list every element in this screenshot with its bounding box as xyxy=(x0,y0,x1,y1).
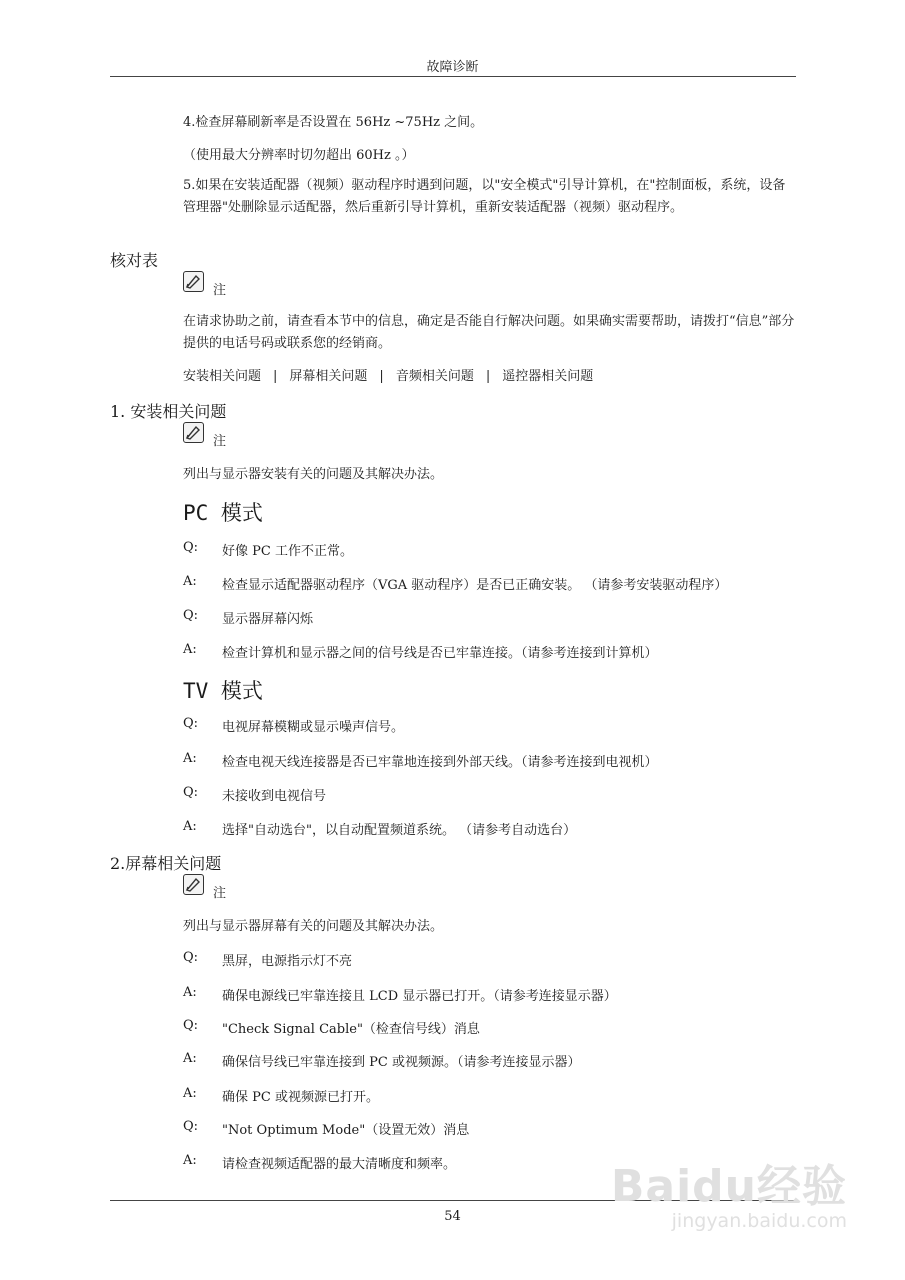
qa-key: Q: xyxy=(183,1018,199,1033)
qa-key: A: xyxy=(183,819,197,834)
link-audio-issues[interactable]: 音频相关问题 xyxy=(395,369,474,384)
link-separator: | xyxy=(273,369,278,384)
qa-key: Q: xyxy=(183,950,199,965)
qa-text: 选择"自动选台"，以自动配置频道系统。 （请参考自动选台） xyxy=(222,823,577,838)
qa-key: Q: xyxy=(183,785,199,800)
tv-mode-heading: TV 模式 xyxy=(183,679,263,703)
qa-key: A: xyxy=(183,1153,197,1168)
qa-text: "Not Optimum Mode"（设置无效）消息 xyxy=(222,1123,470,1138)
link-separator: | xyxy=(485,369,491,384)
qa-text: "Check Signal Cable"（检查信号线）消息 xyxy=(222,1022,480,1037)
watermark-url: jingyan.baidu.com xyxy=(671,1210,847,1232)
checklist-heading: 核对表 xyxy=(110,251,159,270)
watermark-logo: Baidu经验 xyxy=(610,1161,847,1212)
link-install-issues[interactable]: 安装相关问题 xyxy=(183,369,262,384)
intro-paragraph-3: 5.如果在安装适配器（视频）驱动程序时遇到问题，以"安全模式"引导计算机，在"控制面板，系统，设备管理器"处删除显示适配器，然后重新引导计算机，重新安装适配器（视频）驱动程序。 xyxy=(183,178,786,215)
qa-key: A: xyxy=(183,642,197,657)
qa-key: A: xyxy=(183,751,197,766)
qa-text: 好像 PC 工作不正常。 xyxy=(222,544,353,559)
note-icon xyxy=(183,874,204,895)
checklist-links xyxy=(183,365,593,384)
intro-paragraph-2: （使用最大分辨率时切勿超出 60Hz 。） xyxy=(183,148,415,163)
intro-paragraph-1: 4.检查屏幕刷新率是否设置在 56Hz ~75Hz 之间。 xyxy=(183,115,484,130)
link-separator: | xyxy=(379,369,384,384)
header-divider xyxy=(110,76,796,77)
qa-text: 显示器屏幕闪烁 xyxy=(222,612,314,627)
note-label: 注 xyxy=(213,886,227,901)
link-remote-issues[interactable]: 遥控器相关问题 xyxy=(502,369,594,384)
baidu-watermark xyxy=(611,1150,847,1232)
section1-heading: 1. 安装相关问题 xyxy=(110,402,227,421)
note-icon xyxy=(183,271,204,292)
page-header-title: 故障诊断 xyxy=(426,60,479,75)
qa-key: A: xyxy=(183,985,197,1000)
qa-text: 黑屏，电源指示灯不亮 xyxy=(222,954,353,969)
qa-key: A: xyxy=(183,1051,197,1066)
section1-note-text: 列出与显示器安装有关的问题及其解决办法。 xyxy=(183,467,444,482)
qa-text: 电视屏幕模糊或显示噪声信号。 xyxy=(222,720,405,735)
qa-text: 检查电视天线连接器是否已牢靠地连接到外部天线。（请参考连接到电视机） xyxy=(222,755,658,770)
link-screen-issues[interactable]: 屏幕相关问题 xyxy=(289,369,368,384)
pc-mode-heading: PC 模式 xyxy=(183,501,263,525)
section2-heading: 2.屏幕相关问题 xyxy=(110,854,222,873)
qa-text: 确保 PC 或视频源已打开。 xyxy=(222,1090,379,1105)
qa-text: 检查计算机和显示器之间的信号线是否已牢靠连接。（请参考连接到计算机） xyxy=(222,646,658,661)
qa-text: 请检查视频适配器的最大清晰度和频率。 xyxy=(222,1157,457,1172)
note-label: 注 xyxy=(213,434,227,449)
qa-text: 未接收到电视信号 xyxy=(222,789,327,804)
section2-note-text: 列出与显示器屏幕有关的问题及其解决办法。 xyxy=(183,919,444,934)
checklist-note-text: 在请求协助之前，请查看本节中的信息，确定是否能自行解决问题。如果确实需要帮助，请拨打“信息”部分提供的电话号码或联系您的经销商。 xyxy=(183,314,795,351)
qa-key: Q: xyxy=(183,540,199,555)
note-icon xyxy=(183,422,204,443)
qa-key: Q: xyxy=(183,716,199,731)
qa-text: 确保电源线已牢靠连接且 LCD 显示器已打开。（请参考连接显示器） xyxy=(222,989,617,1004)
qa-key: Q: xyxy=(183,608,199,623)
qa-key: Q: xyxy=(183,1119,199,1134)
page-number: 54 xyxy=(444,1209,461,1224)
qa-text: 检查显示适配器驱动程序（VGA 驱动程序）是否已正确安装。 （请参考安装驱动程序） xyxy=(222,578,728,593)
note-label: 注 xyxy=(213,283,227,298)
qa-text: 确保信号线已牢靠连接到 PC 或视频源。（请参考连接显示器） xyxy=(222,1055,581,1070)
qa-key: A: xyxy=(183,574,197,589)
qa-key: A: xyxy=(183,1086,197,1101)
